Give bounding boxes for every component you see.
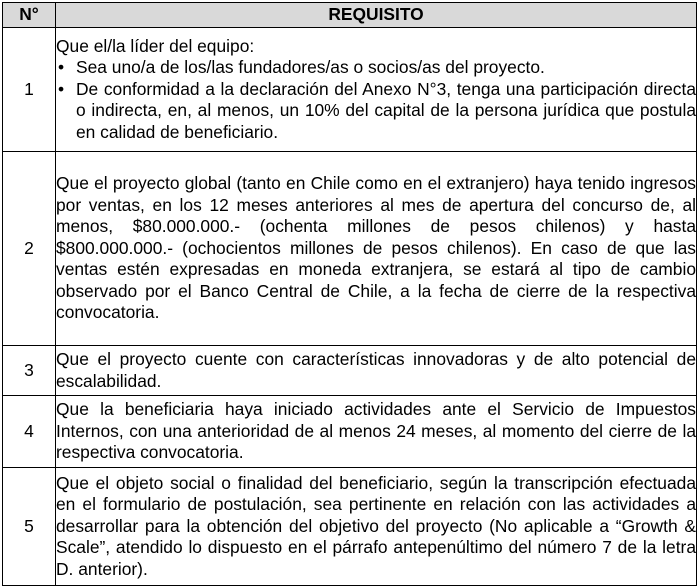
requirement-text: Que el proyecto cuente con características innovadoras y de alto potencial de escalabilidad. xyxy=(56,346,697,396)
table-row xyxy=(3,346,697,396)
row-number: 5 xyxy=(3,468,56,586)
column-header-requirement: REQUISITO xyxy=(56,3,697,28)
requirement-text: Que la beneficiaria haya iniciado actividades ante el Servicio de Impuestos Internos, con una anterioridad de al menos 24 meses, al momento del cierre de la respectiva convocatoria. xyxy=(56,396,697,468)
table-row xyxy=(3,152,697,346)
requirement-intro: Que el/la líder del equipo: xyxy=(56,35,255,56)
requirement-cell xyxy=(56,28,697,152)
bullet-text: De conformidad a la declaración del Anexo N°3, tenga una participación directa o indirecta, en, al menos, un 10% del capital de la persona jurídica que postula en calidad de beneficiario. xyxy=(76,78,696,142)
column-header-number: N° xyxy=(3,3,56,28)
requirement-text: Que el proyecto global (tanto en Chile como en el extranjero) haya tenido ingresos por ventas, en los 12 meses anteriores al mes de apertura del concurso de, al menos, $80.000.000.- (ochenta millones de pesos chilenos) y hasta $800.000.000.- (ochocientos millones de pesos chilenos). En caso de que las ventas estén expresadas en moneda extranjera, se estará al tipo de cambio observado por el Banco Central de Chile, a la fecha de cierre de la respectiva convocatoria. xyxy=(56,152,697,346)
header-row xyxy=(3,3,697,28)
row-number: 2 xyxy=(3,152,56,346)
bullet-icon: • xyxy=(58,57,65,78)
bullet-text: Sea uno/a de los/las fundadores/as o socios/as del proyecto. xyxy=(76,57,545,78)
list-item xyxy=(56,57,696,79)
row-number: 1 xyxy=(3,28,56,152)
table-row xyxy=(3,468,697,586)
requirements-table xyxy=(2,2,697,586)
bullet-icon: • xyxy=(58,78,65,99)
requirement-text: Que el objeto social o finalidad del beneficiario, según la transcripción efectuada en el formulario de postulación, sea pertinente en relación con las actividades a desarrollar para la obtención del objetivo del proyecto (No aplicable a “Growth & Scale”, atendido lo dispuesto en el párrafo antepenúltimo del número 7 de la letra D. anterior). xyxy=(56,468,697,586)
list-item xyxy=(56,79,696,144)
row-number: 4 xyxy=(3,396,56,468)
table-row xyxy=(3,28,697,152)
requirement-bullet-list xyxy=(56,57,696,143)
table-row xyxy=(3,396,697,468)
row-number: 3 xyxy=(3,346,56,396)
